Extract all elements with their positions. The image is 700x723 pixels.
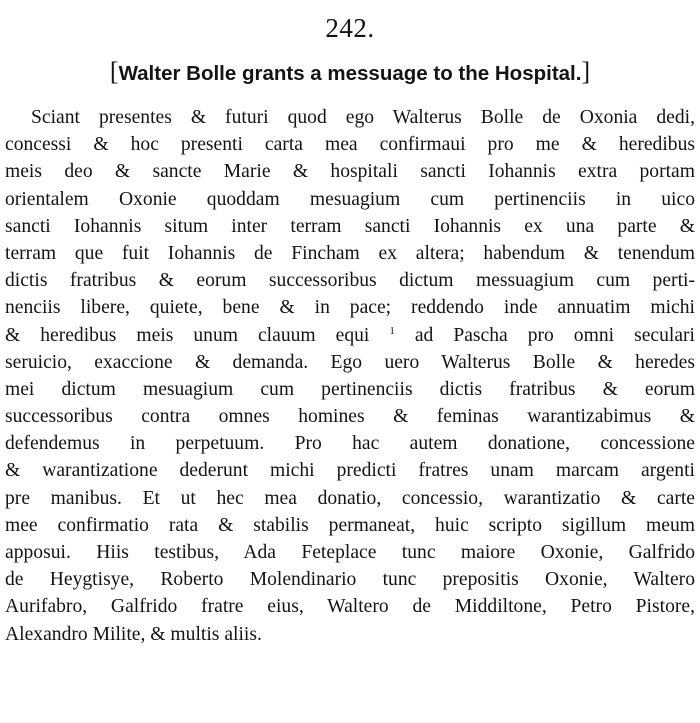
title-open-bracket: [ [109,57,119,86]
charter-text [5,104,695,648]
text-line: concessi & hoc presenti carta mea confirmaui pro me & heredibus [5,134,695,156]
text-line: de Heygtisye, Roberto Molendinario tunc prepositis Oxonie, Waltero [5,569,695,591]
footnote-reference[interactable]: 1 [389,324,395,337]
text-line: sancti Iohannis situm inter terram sancti Iohannis ex una parte & [5,215,695,237]
document-title-line [0,58,700,88]
text-line: nenciis libere, quiete, bene & in pace; reddendo inde annuatim michi [5,297,695,319]
document-title: Walter Bolle grants a messuage to the Hospital. [118,62,582,85]
document-number: 242. [325,13,375,43]
text-segment: ad Pascha pro omni seculari [414,324,695,346]
text-line: & warantizatione dederunt michi predicti fratres unam marcam argenti [5,460,695,482]
text-line: orientalem Oxonie quoddam mesuagium cum pertinenciis in uico [5,188,695,210]
text-line: defendemus in perpetuum. Pro hac autem donatione, concessione [5,433,695,455]
text-line: pre manibus. Et ut hec mea donatio, concessio, warantizatio & carte [5,487,695,509]
text-line: meis deo & sancte Marie & hospitali sancti Iohannis extra portam [5,161,695,183]
text-line: seruicio, exaccione & demanda. Ego uero Walterus Bolle & heredes [5,351,695,373]
text-segment: & heredibus meis unum clauum equi [5,324,370,346]
text-line: terram que fuit Iohannis de Fincham ex altera; habendum & tenendum [5,242,695,264]
text-line: Alexandro Milite, & multis aliis. [5,623,262,645]
text-line: Sciant presentes & futuri quod ego Walterus Bolle de Oxonia dedi, [31,107,695,128]
title-close-bracket: ] [581,57,591,86]
text-line: mee confirmatio rata & stabilis permaneat, huic scripto sigillum meum [5,514,695,536]
text-line: mei dictum mesuagium cum pertinenciis dictis fratribus & eorum [5,378,695,400]
text-line: Aurifabro, Galfrido fratre eius, Waltero de Middiltone, Petro Pistore, [5,596,695,618]
text-line-with-footnote [5,322,695,349]
text-line: successoribus contra omnes homines & feminas warantizabimus & [5,406,695,428]
text-line: dictis fratribus & eorum successoribus dictum messuagium cum perti- [5,270,695,292]
text-line: apposui. Hiis testibus, Ada Feteplace tunc maiore Oxonie, Galfrido [5,542,695,563]
